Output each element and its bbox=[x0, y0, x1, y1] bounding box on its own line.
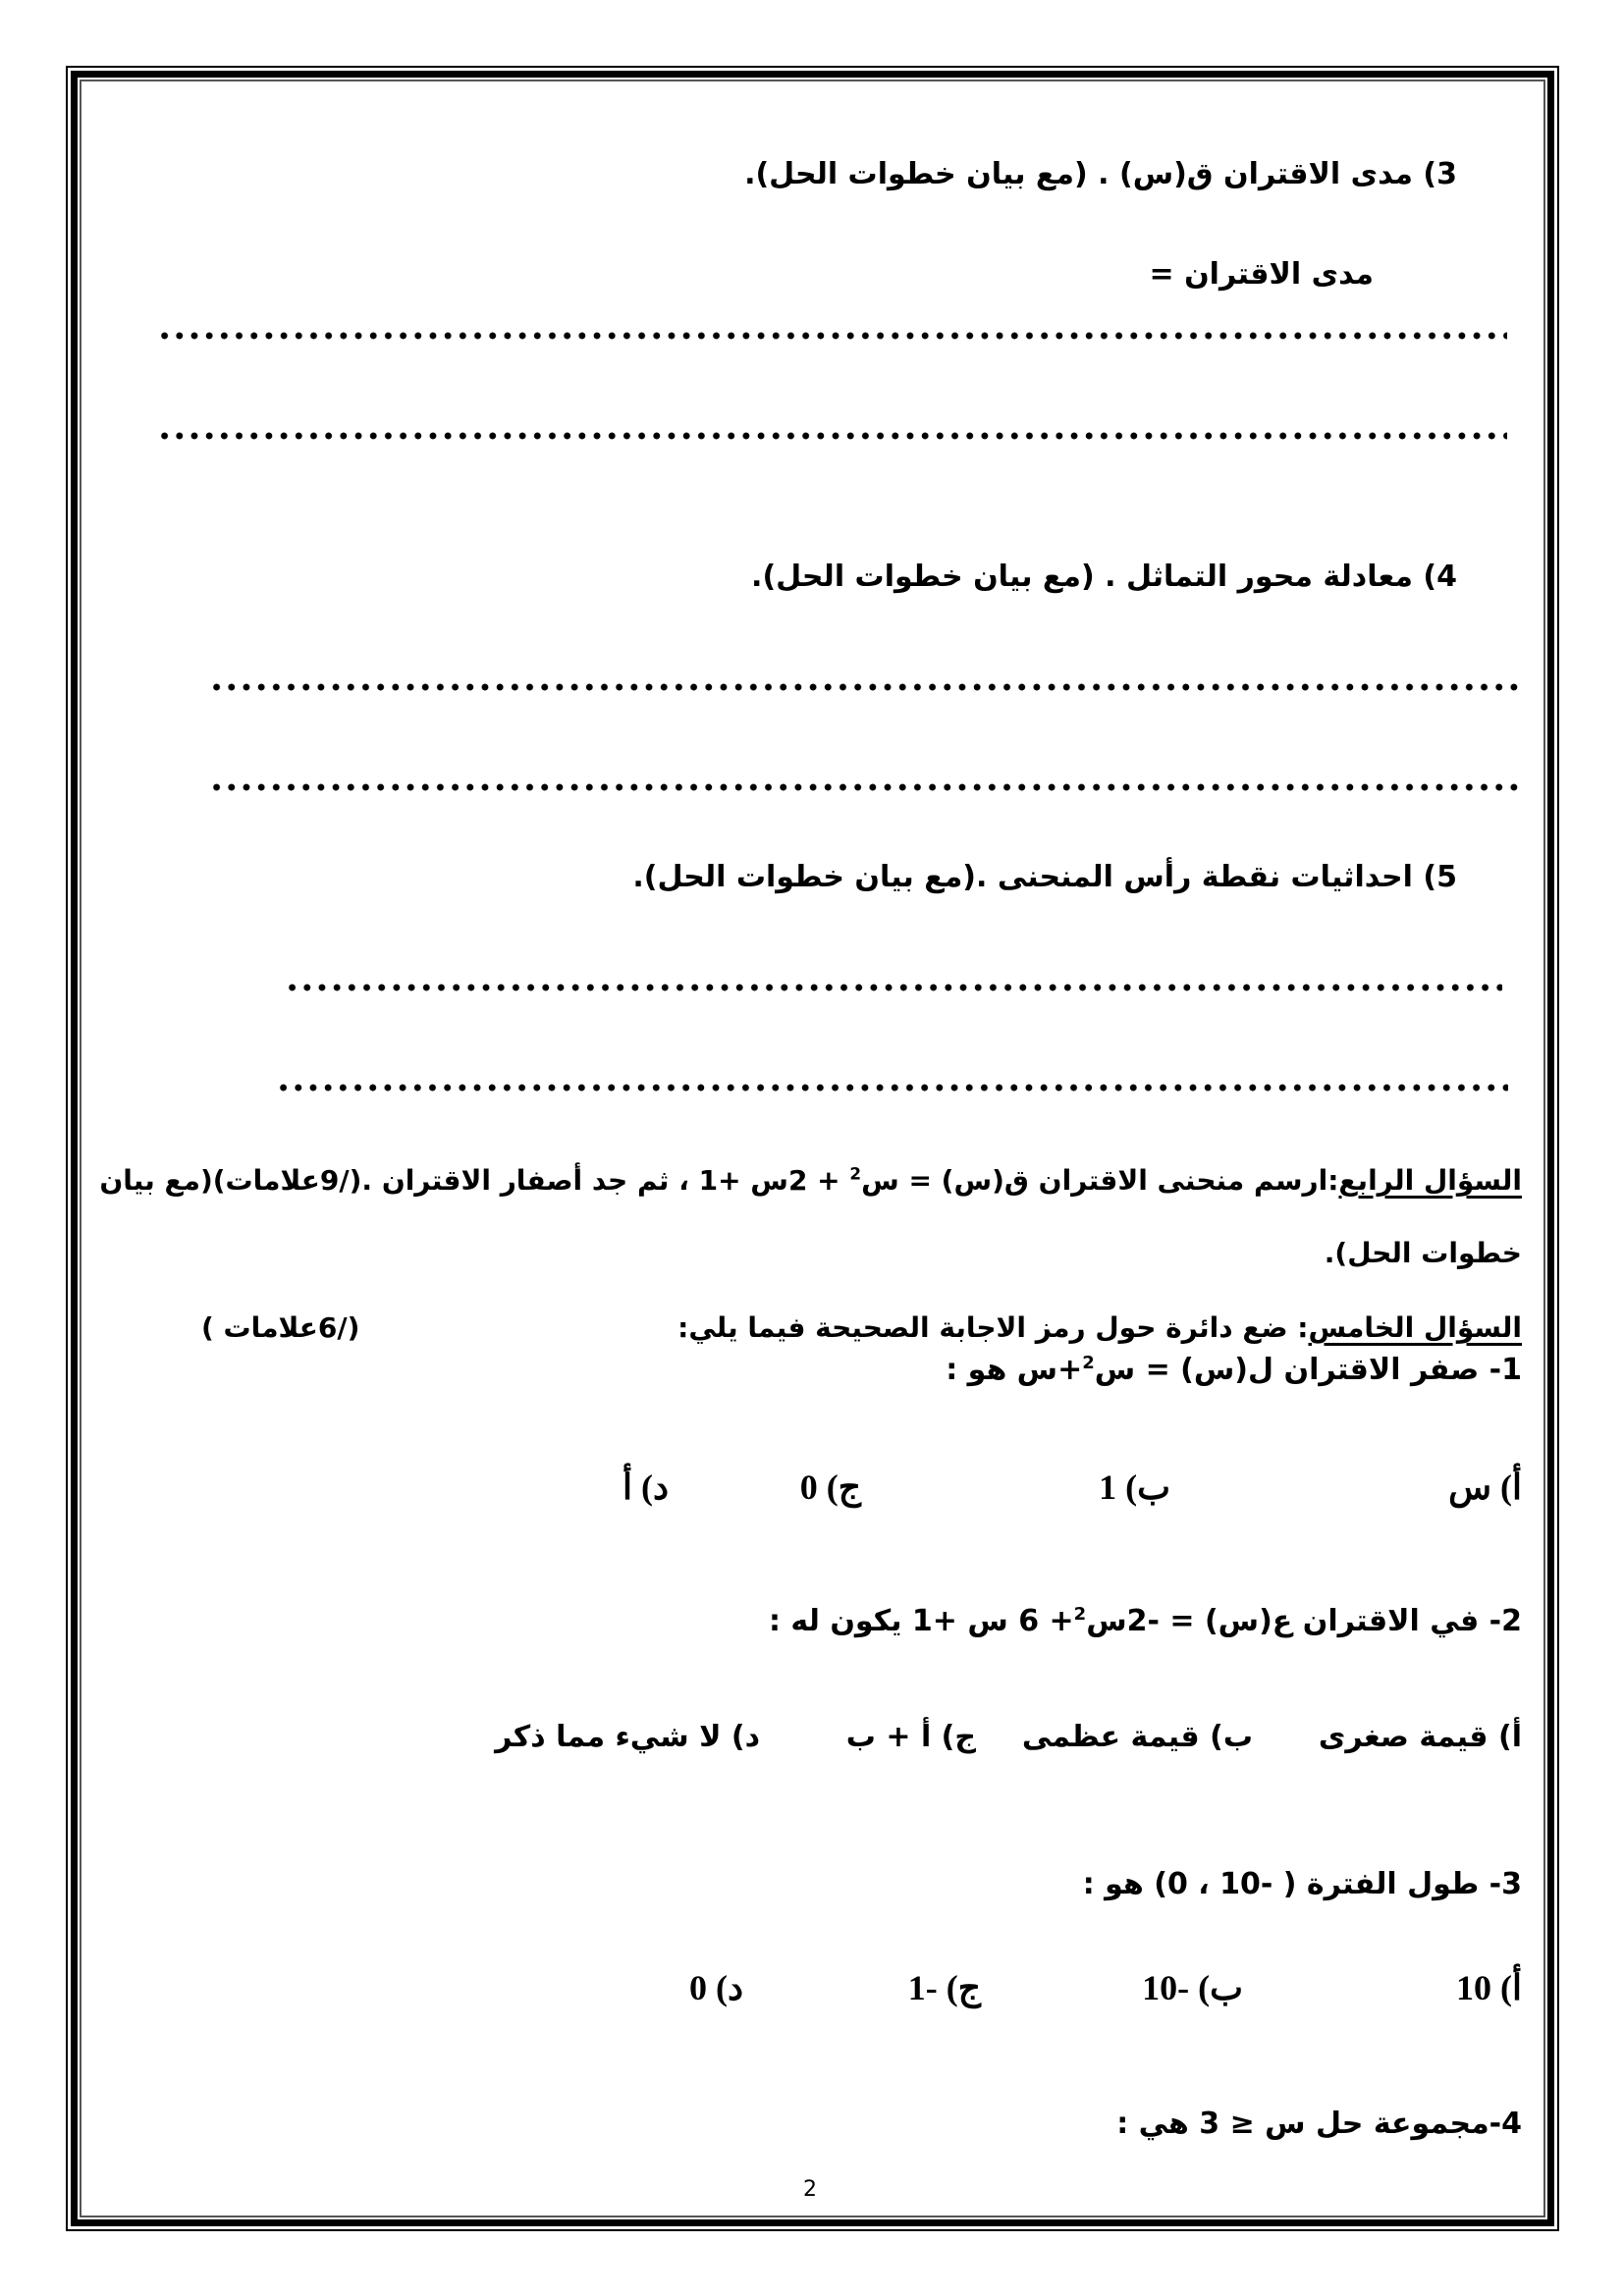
mcq-2-option-c[interactable]: ج) أ + ب bbox=[845, 1720, 976, 1754]
mcq-1-option-b[interactable]: ب) 1 bbox=[1099, 1468, 1170, 1507]
mcq-1-option-a[interactable]: أ) س bbox=[1448, 1468, 1522, 1507]
mcq-3-option-a[interactable]: أ) 10 bbox=[1456, 1968, 1522, 2007]
mcq-1-option-d[interactable]: د) أ bbox=[622, 1468, 669, 1507]
answer-line[interactable] bbox=[209, 783, 1525, 791]
question5-marks: (/6علامات ) bbox=[201, 1311, 360, 1344]
question5-heading: السؤال الخامس bbox=[1308, 1311, 1522, 1344]
answer-line[interactable] bbox=[276, 1084, 1508, 1092]
mcq-3-option-c[interactable]: ج) -1 bbox=[907, 1968, 981, 2007]
answer-line[interactable] bbox=[209, 683, 1525, 691]
mcq-4-stem: 4-مجموعة حل س ≤ 3 هي : bbox=[1116, 2107, 1522, 2141]
mcq-2-option-b[interactable]: ب) قيمة عظمى bbox=[1021, 1720, 1253, 1754]
question5-instruction: السؤال الخامس: ضع دائرة حول رمز الاجابة الصحيحة فيما يلي: bbox=[677, 1311, 1522, 1344]
q3-range-prompt: 3) مدى الاقتران ق(س) . (مع بيان خطوات الحل). bbox=[744, 157, 1457, 191]
mcq-3-option-b[interactable]: ب) -10 bbox=[1142, 1968, 1243, 2007]
answer-line[interactable] bbox=[157, 332, 1507, 340]
mcq-2-option-a[interactable]: أ) قيمة صغرى bbox=[1318, 1720, 1522, 1754]
question4-text: السؤال الرابع:ارسم منحنى الاقتران ق(س) = س$^2$ + 2س +1 ، ثم جد أصفار الاقتران .(/9علامات)(مع بيان bbox=[99, 1163, 1522, 1197]
mcq-3-stem: 3- طول الفترة ( -10 ، 0) هو : bbox=[1082, 1867, 1522, 1901]
q5-vertex-prompt: 5) احداثيات نقطة رأس المنحنى .(مع بيان خطوات الحل). bbox=[632, 860, 1457, 894]
question4-text-line2: خطوات الحل). bbox=[1324, 1237, 1522, 1269]
mcq-2-option-d[interactable]: د) لا شيء مما ذكر bbox=[495, 1720, 760, 1754]
answer-line[interactable] bbox=[157, 432, 1507, 440]
q3-range-answer-label: مدى الاقتران = bbox=[1149, 257, 1374, 292]
mcq-1-stem: 1- صفر الاقتران ل(س) = س$^2$+س هو : bbox=[946, 1353, 1522, 1387]
mcq-2-stem: 2- في الاقتران ع(س) = -2س$^2$+ 6 س +1 يكون له : bbox=[768, 1604, 1522, 1638]
question4-heading: السؤال الرابع bbox=[1338, 1164, 1522, 1197]
answer-line[interactable] bbox=[285, 984, 1502, 991]
q4-symmetry-axis-prompt: 4) معادلة محور التماثل . (مع بيان خطوات الحل). bbox=[751, 560, 1457, 594]
page-number: 2 bbox=[803, 2177, 817, 2202]
mcq-1-option-c[interactable]: ج) 0 bbox=[799, 1468, 861, 1507]
mcq-3-option-d[interactable]: د) 0 bbox=[688, 1968, 743, 2007]
